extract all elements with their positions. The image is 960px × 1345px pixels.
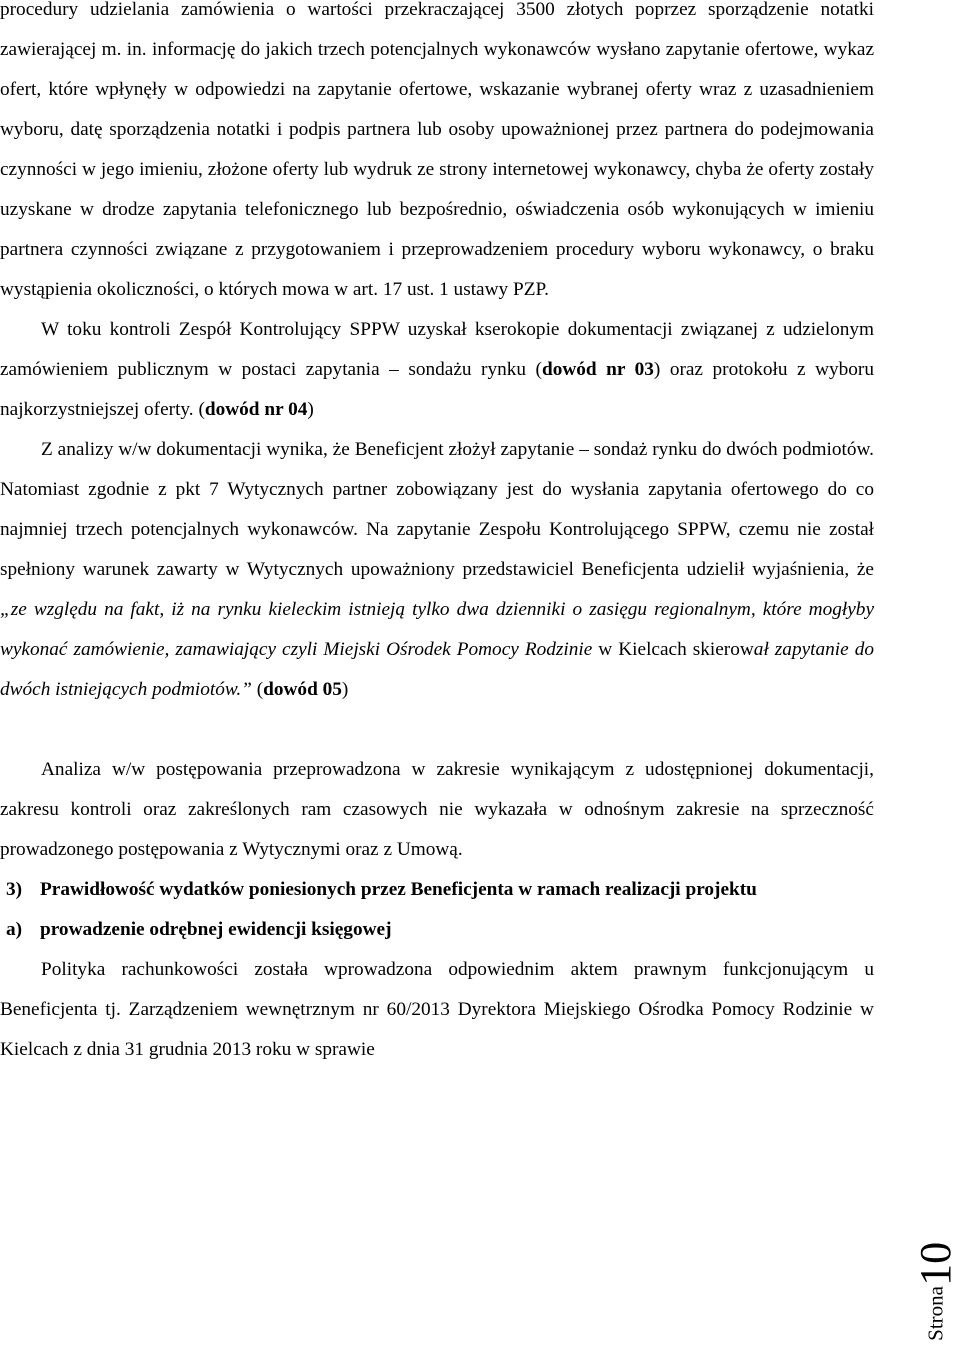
heading-text: prowadzenie odrębnej ewidencji księgowej (40, 919, 392, 940)
page-number (911, 1242, 960, 1341)
text: ( (251, 679, 264, 700)
subsection-heading-a (0, 910, 874, 950)
paragraph-analysis (0, 430, 874, 710)
section-heading-3 (0, 870, 874, 910)
text: ) oraz protokołu z wyboru najkorzystniejszej oferty. ( (0, 359, 874, 420)
page-number-value: 10 (911, 1242, 960, 1287)
page-label: Strona (923, 1286, 948, 1341)
heading-text: Prawidłowość wydatków poniesionych przez Beneficjenta w ramach realizacji projektu (40, 879, 757, 900)
paragraph-policy: Polityka rachunkowości została wprowadzona odpowiednim aktem prawnym funkcjonującym u Beneficjenta tj. Zarządzeniem wewnętrznym nr 60/2013 Dyrektora Miejskiego Ośrodka Pomocy Rodzinie w Kielcach z dnia 31 grudnia 2013 roku w sprawie (0, 959, 874, 1060)
evidence-ref: dowód 05 (263, 679, 342, 700)
heading-number: a) (6, 919, 23, 940)
paragraph-conclusion: Analiza w/w postępowania przeprowadzona w zakresie wynikającym z udostępnionej dokumentacji, zakresu kontroli oraz zakreślonych ram czasowych nie wykazała w odnośnym zakresie na sprzeczność prowadzonego postępowania z Wytycznymi oraz z Umową. (0, 759, 874, 860)
text: Z analizy w/w dokumentacji wynika, że Beneficjent złożył zapytanie – sondaż rynku do dwóch podmiotów. Natomiast zgodnie z pkt 7 Wytycznych partner zobowiązany jest do wysłania zapytania ofertowego do co najmniej trzech potencjalnych wykonawców. Na zapytanie Zespołu Kontrolującego SPPW, czemu nie został spełniony warunek zawarty w Wytycznych upoważniony przedstawiciel Beneficjenta udzielił wyjaśnienia, że (0, 439, 874, 580)
paragraph-control (0, 310, 874, 430)
quote: ał zapytanie do dwóch istniejących podmiotów.” (0, 639, 874, 700)
paragraph-procedure: procedury udzielania zamówienia o wartości przekraczającej 3500 złotych poprzez sporządzenie notatki zawierającej m. in. informację do jakich trzech potencjalnych wykonawców wysłano zapytanie ofertowe, wykaz ofert, które wpłynęły w odpowiedzi na zapytanie ofertowe, wskazanie wybranej oferty wraz z uzasadnieniem wyboru, datę sporządzenia notatki i podpis partnera lub osoby upoważnionej przez partnera do podejmowania czynności w jego imieniu, złożone oferty lub wydruk ze strony internetowej wykonawcy, chyba że oferty zostały uzyskane w drodze zapytania telefonicznego lub bezpośrednio, oświadczenia osób wykonujących w imieniu partnera czynności związane z przygotowaniem i przeprowadzeniem procedury wyboru wykonawcy, o braku wystąpienia okoliczności, o których mowa w art. 17 ust. 1 ustawy PZP. (0, 0, 874, 300)
evidence-ref: dowód nr 04 (204, 399, 308, 420)
heading-number: 3) (6, 879, 23, 900)
evidence-ref: dowód nr 03 (541, 359, 654, 380)
text: w Kielcach skierow (592, 639, 754, 660)
quote: „ze względu na fakt, iż na rynku kieleckim istnieją tylko dwa dzienniki o zasięgu regionalnym, które mogłyby wykonać zamówienie, zamawiający czyli Miejski Ośrodek Pomocy Rodzinie (0, 599, 874, 660)
text: W toku kontroli Zespół Kontrolujący SPPW uzyskał kserokopie dokumentacji związanej z udzielonym zamówieniem publicznym w postaci zapytania – sondażu rynku ( (0, 319, 874, 380)
text: ) (307, 399, 314, 420)
text: ) (341, 679, 349, 700)
